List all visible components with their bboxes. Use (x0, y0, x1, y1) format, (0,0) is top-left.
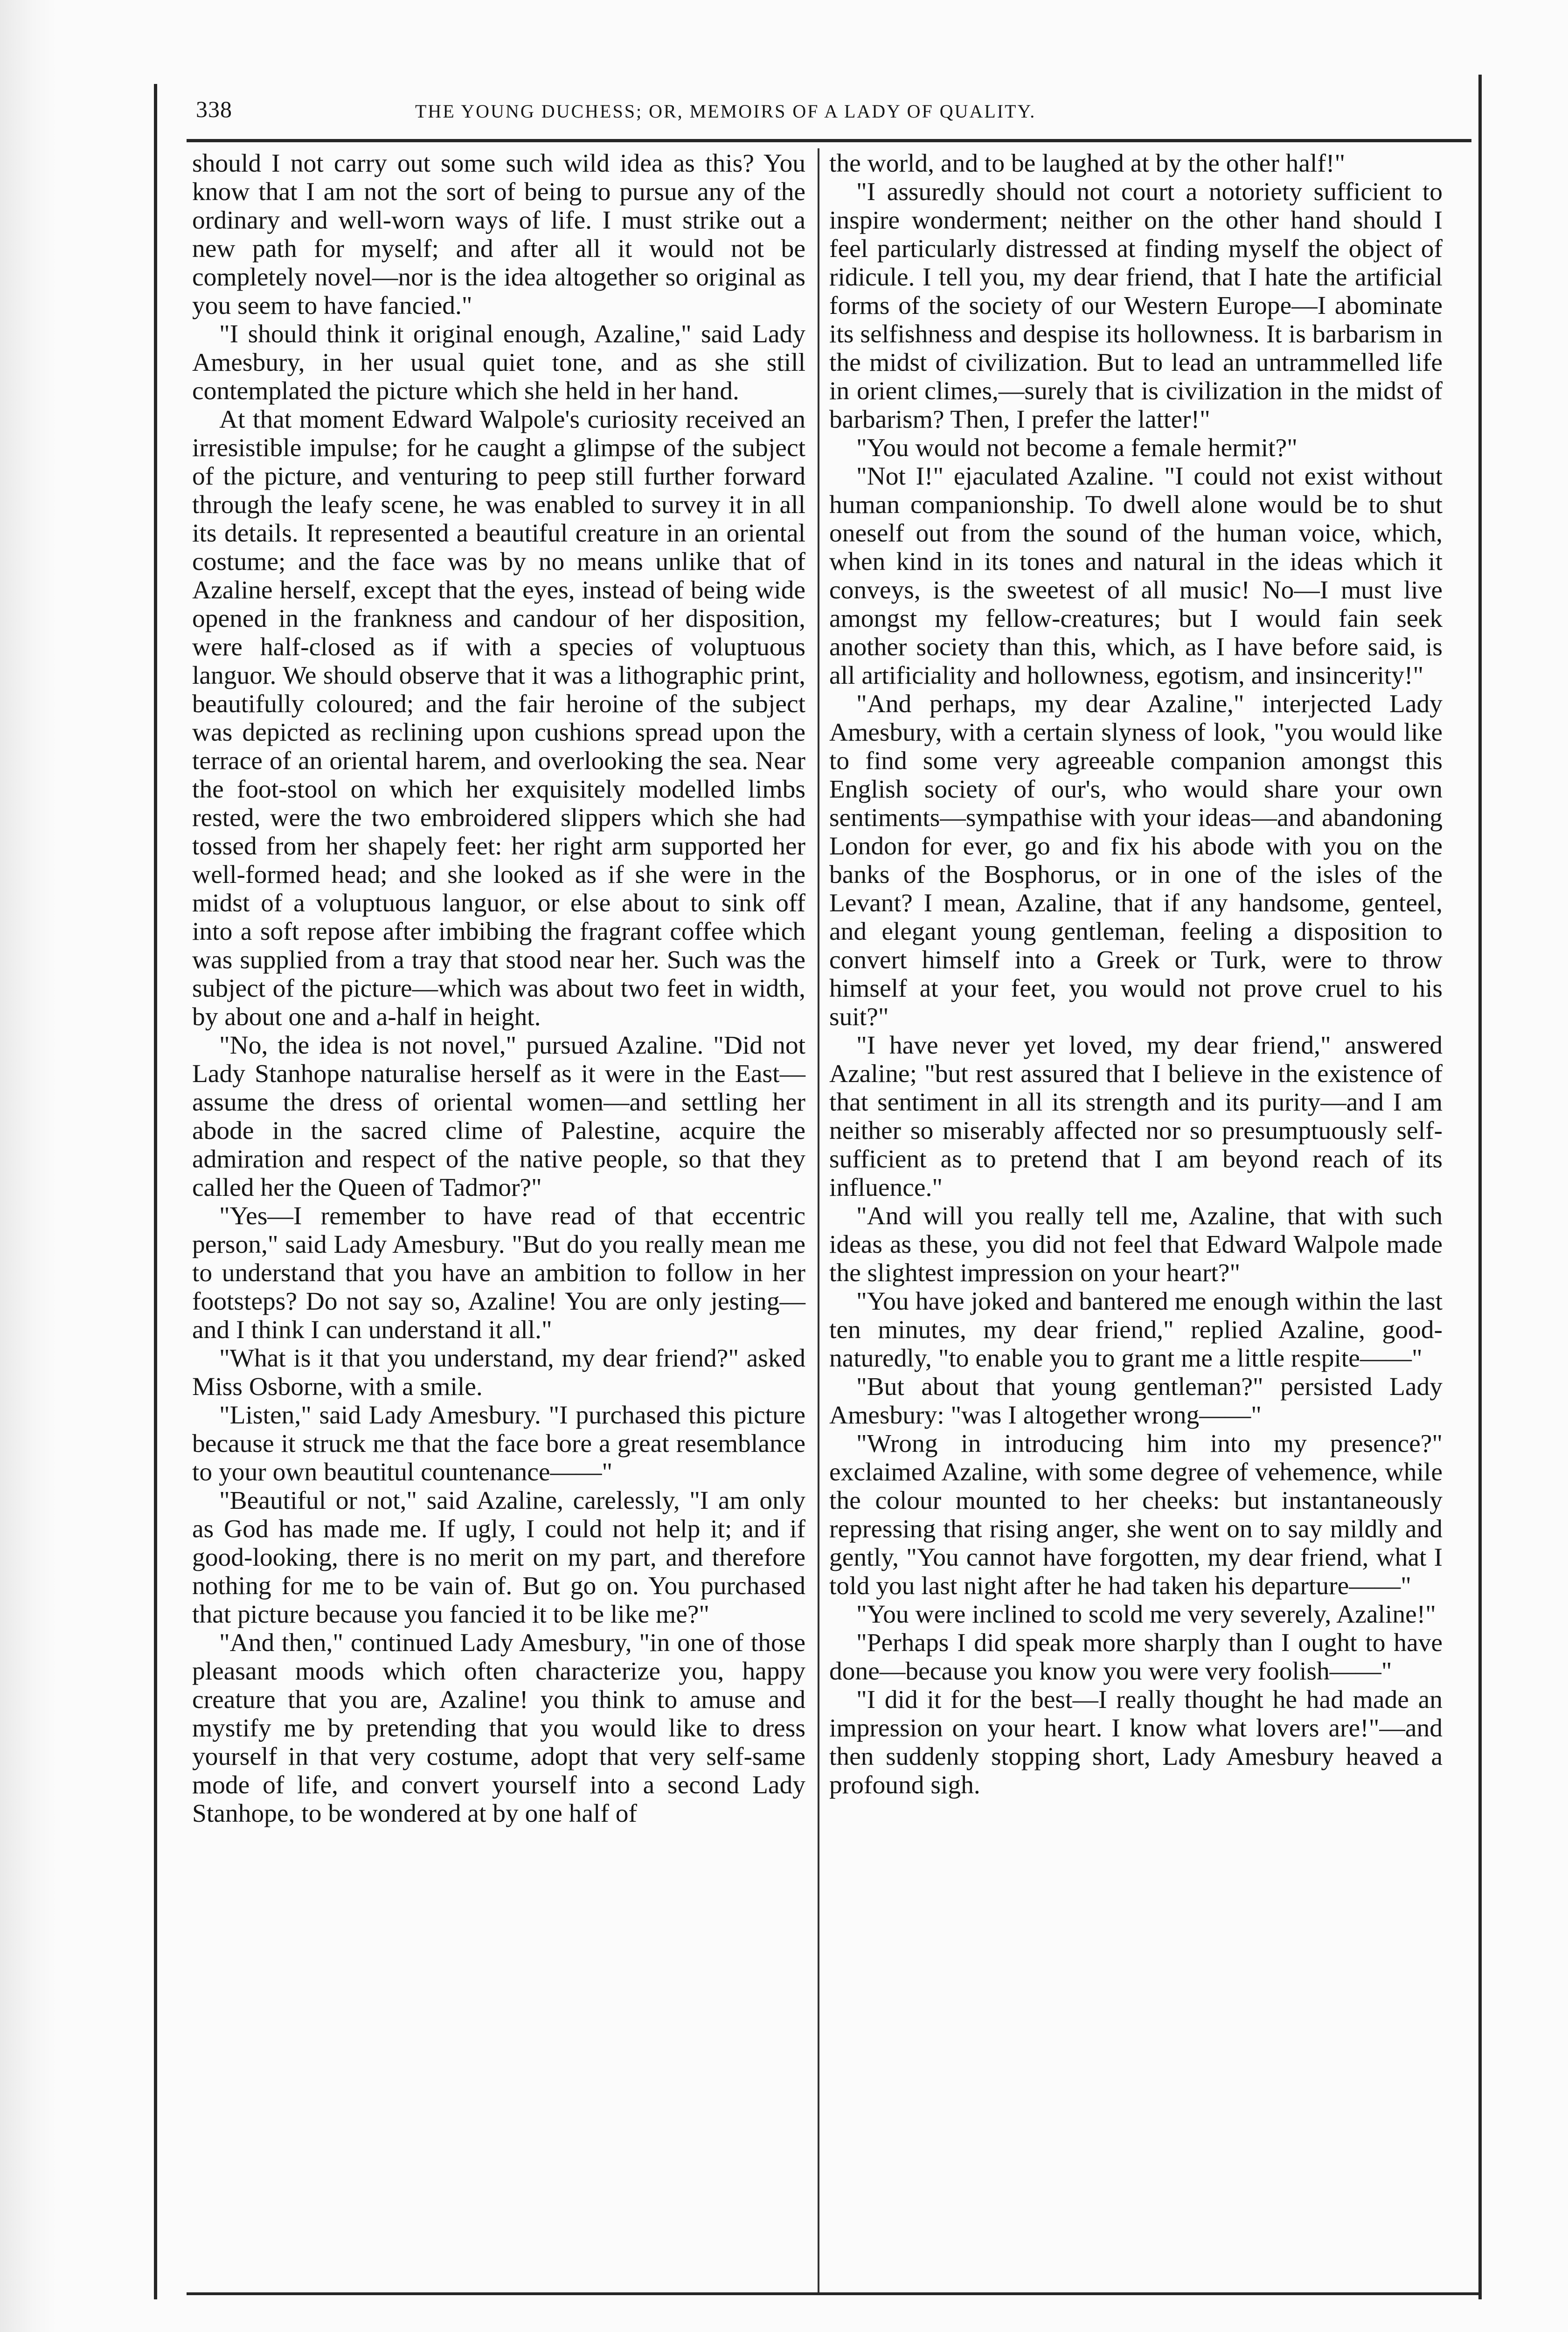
paragraph: "And then," continued Lady Amesbury, "in one of those pleasant moods which often characterize you, happy creature that you are, Azaline! you think to amuse and mystify me by pretending that you would like to dress yourself in that very costume, adopt that very self-same mode of life, and convert yourself into a second Lady Stanhope, to be wondered at by one half of (192, 1629, 805, 1828)
paragraph: the world, and to be laughed at by the other half!" (829, 149, 1346, 178)
paragraph: "Wrong in introducing him into my presence?" exclaimed Azaline, with some degree of vehemence, while the colour mounted to her cheeks: but instantaneously repressing that rising anger, she went on to say mildly and gently, "You cannot have forgotten, my dear friend, what I told you last night after he had taken his departure——" (829, 1430, 1443, 1600)
column-divider (818, 148, 819, 2294)
paragraph: "I assuredly should not court a notoriety sufficient to inspire wonderment; neither on the other hand should I feel particularly distressed at finding myself the object of ridicule. I tell you, my dear friend, that I hate the artificial forms of the society of our Western Europe—I abominate its selfishness and despise its hollowness. It is barbarism in the midst of civilization. But to lead an untrammelled life in orient climes,—surely that is civilization in the midst of barbarism? Then, I prefer the latter!" (829, 178, 1443, 434)
paragraph: At that moment Edward Walpole's curiosity received an irresistible impulse; for he caught a glimpse of the subject of the picture, and venturing to peep still further forward through the leafy scene, he was enabled to survey it in all its details. It represented a beautiful creature in an oriental costume; and the face was by no means unlike that of Azaline herself, except that the eyes, instead of being wide opened in the frankness and candour of her disposition, were half-closed as if with a species of voluptuous languor. We should observe that it was a lithographic print, beautifully coloured; and the fair heroine of the subject was depicted as reclining upon cushions spread upon the terrace of an oriental harem, and overlooking the sea. Near the foot-stool on which her exquisitely modelled limbs rested, were the two embroidered slippers which she had tossed from her shapely feet: her right arm supported her well-formed head; and she looked as if she were in the midst of a voluptuous languor, or else about to sink off into a soft repose after imbibing the fragrant coffee which was supplied from a tray that stood near her. Such was the subject of the picture—which was about two feet in width, by about one and a-half in height. (192, 405, 805, 1031)
paragraph: "What is it that you understand, my dear friend?" asked Miss Osborne, with a smile. (192, 1344, 805, 1401)
paragraph: should I not carry out some such wild idea as this? You know that I am not the sort of being to pursue any of the ordinary and well-worn ways of life. I must strike out a new path for myself; and after all it would not be completely novel—nor is the idea altogether so original as you seem to have fancied." (192, 149, 805, 320)
right-frame-rule (1478, 75, 1482, 2299)
paragraph: "But about that young gentleman?" persisted Lady Amesbury: "was I altogether wrong——" (829, 1373, 1443, 1430)
paragraph: "I did it for the best—I really thought he had made an impression on your heart. I know what lovers are!"—and then suddenly stopping short, Lady Amesbury heaved a profound sigh. (829, 1686, 1443, 1799)
paragraph: "Yes—I remember to have read of that eccentric person," said Lady Amesbury. "But do you really mean me to understand that you have an ambition to follow in her footsteps? Do not say so, Azaline! You are only jesting—and I think I can understand it all." (192, 1202, 805, 1344)
paragraph: "I should think it original enough, Azaline," said Lady Amesbury, in her usual quiet tone, and as she still contemplated the picture which she held in her hand. (192, 320, 805, 405)
paragraph: "Beautiful or not," said Azaline, carelessly, "I am only as God has made me. If ugly, I could not help it; and if good-looking, there is no merit on my part, and therefore nothing for me to be vain of. But go on. You purchased that picture because you fancied it to be like me?" (192, 1486, 805, 1629)
left-frame-rule (154, 84, 157, 2299)
bottom-rule (187, 2292, 1479, 2295)
paragraph: "Perhaps I did speak more sharply than I ought to have done—because you know you were very foolish——" (829, 1629, 1443, 1686)
page-header (196, 96, 1469, 128)
paragraph: "You have joked and bantered me enough within the last ten minutes, my dear friend," replied Azaline, good-naturedly, "to enable you to grant me a little respite——" (829, 1287, 1443, 1373)
paragraph: "And will you really tell me, Azaline, that with such ideas as these, you did not feel that Edward Walpole made the slightest impression on your heart?" (829, 1202, 1443, 1287)
paragraph: "You would not become a female hermit?" (856, 434, 1297, 462)
paragraph: "You were inclined to scold me very severely, Azaline!" (856, 1600, 1436, 1629)
paragraph: "I have never yet loved, my dear friend," answered Azaline; "but rest assured that I believe in the existence of that sentiment in all its strength and its purity—and I am neither so miserably affected nor so presumptuously self-sufficient as to pretend that I am beyond reach of its influence." (829, 1031, 1443, 1202)
page-number: 338 (196, 96, 232, 122)
paragraph: "Listen," said Lady Amesbury. "I purchased this picture because it struck me that the face bore a great resemblance to your own beautitul countenance——" (192, 1401, 805, 1486)
right-column (829, 149, 1443, 1799)
binding-edge (0, 0, 56, 2332)
header-rule (187, 139, 1471, 142)
running-title: THE YOUNG DUCHESS; OR, MEMOIRS OF A LADY OF QUALITY. (415, 101, 1036, 122)
paragraph: "Not I!" ejaculated Azaline. "I could not exist without human companionship. To dwell alone would be to shut oneself out from the sound of the human voice, which, when kind in its tones and natural in the ideas which it conveys, is the sweetest of all music! No—I must live amongst my fellow-creatures; but I would fain seek another society than this, which, as I have before said, is all artificiality and hollowness, egotism, and insincerity!" (829, 462, 1443, 690)
paragraph: "And perhaps, my dear Azaline," interjected Lady Amesbury, with a certain slyness of look, "you would like to find some very agreeable companion amongst this English society of our's, who would share your own sentiments—sympathise with your ideas—and abandoning London for ever, go and fix his abode with you on the banks of the Bosphorus, or in one of the isles of the Levant? I mean, Azaline, that if any handsome, genteel, and elegant young gentleman, feeling a disposition to convert himself into a Greek or Turk, were to throw himself at your feet, you would not prove cruel to his suit?" (829, 690, 1443, 1031)
left-column (192, 149, 805, 1828)
paragraph: "No, the idea is not novel," pursued Azaline. "Did not Lady Stanhope naturalise herself as it were in the East—assume the dress of oriental women—and settling her abode in the sacred clime of Palestine, acquire the admiration and respect of the native people, so that they called her the Queen of Tadmor?" (192, 1031, 805, 1202)
